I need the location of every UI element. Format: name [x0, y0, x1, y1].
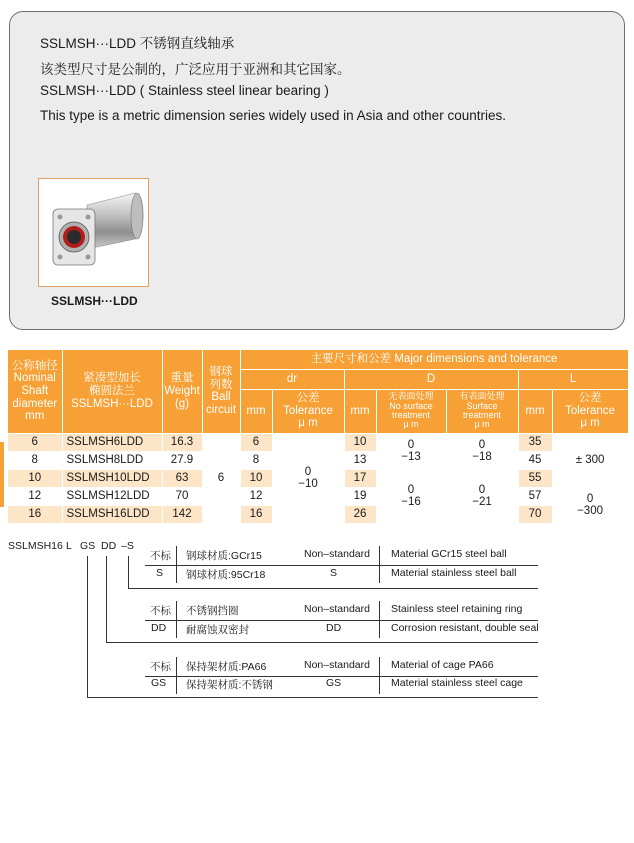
cell-model: SSLMSH8LDD — [62, 451, 162, 469]
intro-title-en: SSLMSH···LDD ( Stainless steel linear bearing ) — [40, 83, 329, 98]
cage-code-cn-desc: 保持架材质:不锈钢 — [186, 679, 273, 691]
ring-col-sep — [176, 601, 177, 638]
col-header-dr: dr — [240, 369, 344, 389]
ball-divider — [145, 565, 538, 566]
cell-D: 19 — [344, 487, 376, 505]
col-header-L: L — [518, 369, 628, 389]
cell-shaft: 16 — [8, 505, 62, 523]
intro-title-cn: SSLMSH···LDD 不锈钢直线轴承 — [40, 36, 235, 51]
cage-col-sep — [176, 657, 177, 694]
code-S: –S — [121, 540, 134, 552]
cell-L-tolerance: ± 300 — [552, 433, 628, 487]
ball-code-en: S — [330, 567, 338, 579]
cell-L: 57 — [518, 487, 552, 505]
ring-code-en-desc: Corrosion resistant, double seal — [391, 622, 539, 634]
cell-D: 13 — [344, 451, 376, 469]
cell-dr-tolerance: 0 −10 — [272, 433, 344, 523]
intro-desc-cn: 该类型尺寸是公制的，广泛应用于亚洲和其它国家。 — [40, 62, 351, 77]
col-header-ball-circuit: 钢球 列数 Ball circuit — [202, 350, 240, 433]
cage-std-en: Non–standard — [304, 659, 370, 671]
table-row — [8, 433, 628, 451]
cell-dr: 6 — [240, 433, 272, 451]
cage-std-en-desc: Material of cage PA66 — [391, 659, 494, 671]
cell-model: SSLMSH10LDD — [62, 469, 162, 487]
ball-col-sep — [379, 546, 380, 583]
ring-std-en: Non–standard — [304, 603, 370, 615]
cell-D: 10 — [344, 433, 376, 451]
cell-L-tolerance: 0 −300 — [552, 487, 628, 523]
connector-DD-line — [106, 642, 538, 643]
cell-D-tol-surface: 0 −21 — [446, 469, 518, 523]
cell-dr: 16 — [240, 505, 272, 523]
intro-desc-en: This type is a metric dimension series widely used in Asia and other countries. — [40, 108, 506, 123]
cell-dr: 12 — [240, 487, 272, 505]
ball-code-en-desc: Material stainless steel ball — [391, 567, 517, 579]
cage-code-en-desc: Material stainless steel cage — [391, 677, 523, 689]
col-header-dr-tolerance: 公差 Tolerance μ m — [272, 389, 344, 433]
ring-code-cn-desc: 耐腐蚀双密封 — [186, 624, 249, 636]
ball-code: S — [156, 567, 164, 579]
ball-code-cn-desc: 钢球材质:95Cr18 — [186, 569, 266, 581]
cell-shaft: 10 — [8, 469, 62, 487]
cell-D-tol-no-surface: 0 −13 — [376, 433, 446, 469]
cell-model: SSLMSH12LDD — [62, 487, 162, 505]
cage-code: GS — [151, 677, 167, 689]
cage-std-cn-desc: 保持架材质:PA66 — [186, 661, 267, 673]
code-DD: DD — [101, 540, 117, 552]
connector-S-line — [128, 588, 538, 589]
connector-GS-line — [87, 697, 538, 698]
ball-std-cn-desc: 钢球材质:GCr15 — [186, 550, 262, 562]
cell-shaft: 12 — [8, 487, 62, 505]
connector-S — [128, 556, 129, 588]
col-header-D-mm: mm — [344, 389, 376, 433]
cell-L: 35 — [518, 433, 552, 451]
cell-model: SSLMSH6LDD — [62, 433, 162, 451]
cell-weight: 16.3 — [162, 433, 202, 451]
col-header-weight: 重量 Weight (g) — [162, 350, 202, 433]
ring-col-sep — [379, 601, 380, 638]
bearing-illustration — [39, 179, 148, 286]
ring-code-en: DD — [326, 622, 342, 634]
cell-shaft: 6 — [8, 433, 62, 451]
cell-weight: 63 — [162, 469, 202, 487]
connector-DD — [106, 556, 107, 642]
col-header-major-dimensions: 主要尺寸和公差 Major dimensions and tolerance — [240, 350, 628, 369]
cell-L: 45 — [518, 451, 552, 469]
code-model: SSLMSH16 — [8, 540, 63, 552]
cell-dr: 8 — [240, 451, 272, 469]
cell-weight: 27.9 — [162, 451, 202, 469]
cage-col-sep — [379, 657, 380, 694]
cage-code-en: GS — [326, 677, 342, 689]
col-header-shaft: 公称轴径 Nominal Shaft diameter mm — [8, 350, 62, 433]
cell-model: SSLMSH16LDD — [62, 505, 162, 523]
dimension-table — [8, 350, 629, 524]
side-marker — [0, 442, 4, 507]
cell-L: 55 — [518, 469, 552, 487]
cell-L: 70 — [518, 505, 552, 523]
ball-std-en-desc: Material GCr15 steel ball — [391, 548, 507, 560]
ring-std-cn: 不标 — [150, 605, 171, 617]
ring-std-cn-desc: 不锈钢挡圈 — [186, 605, 239, 617]
col-header-D-surface: 有表面处理 Surface treatment μ m — [446, 389, 518, 433]
code-L: L — [66, 540, 72, 552]
col-header-D-no-surface: 无表面处理 No surface treatment μ m — [376, 389, 446, 433]
product-image-caption: SSLMSH···LDD — [51, 294, 138, 308]
cell-D: 17 — [344, 469, 376, 487]
cell-ball-circuit: 6 — [202, 433, 240, 523]
ball-std-cn: 不标 — [150, 550, 171, 562]
cell-dr: 10 — [240, 469, 272, 487]
ring-code: DD — [151, 622, 167, 634]
code-GS: GS — [80, 540, 96, 552]
col-header-L-tolerance: 公差 Tolerance μ m — [552, 389, 628, 433]
cell-weight: 142 — [162, 505, 202, 523]
ball-col-sep — [176, 546, 177, 583]
product-image — [38, 178, 149, 287]
ring-std-en-desc: Stainless steel retaining ring — [391, 603, 523, 615]
cell-D-tol-no-surface: 0 −16 — [376, 469, 446, 523]
col-header-D: D — [344, 369, 518, 389]
ball-std-en: Non–standard — [304, 548, 370, 560]
cell-D-tol-surface: 0 −18 — [446, 433, 518, 469]
col-header-model: 紧凑型加长 椭圆法兰 SSLMSH···LDD — [62, 350, 162, 433]
cell-shaft: 8 — [8, 451, 62, 469]
cage-std-cn: 不标 — [150, 661, 171, 673]
cell-D: 26 — [344, 505, 376, 523]
connector-GS — [87, 556, 88, 697]
cell-weight: 70 — [162, 487, 202, 505]
col-header-dr-mm: mm — [240, 389, 272, 433]
col-header-L-mm: mm — [518, 389, 552, 433]
ring-divider — [145, 620, 538, 621]
